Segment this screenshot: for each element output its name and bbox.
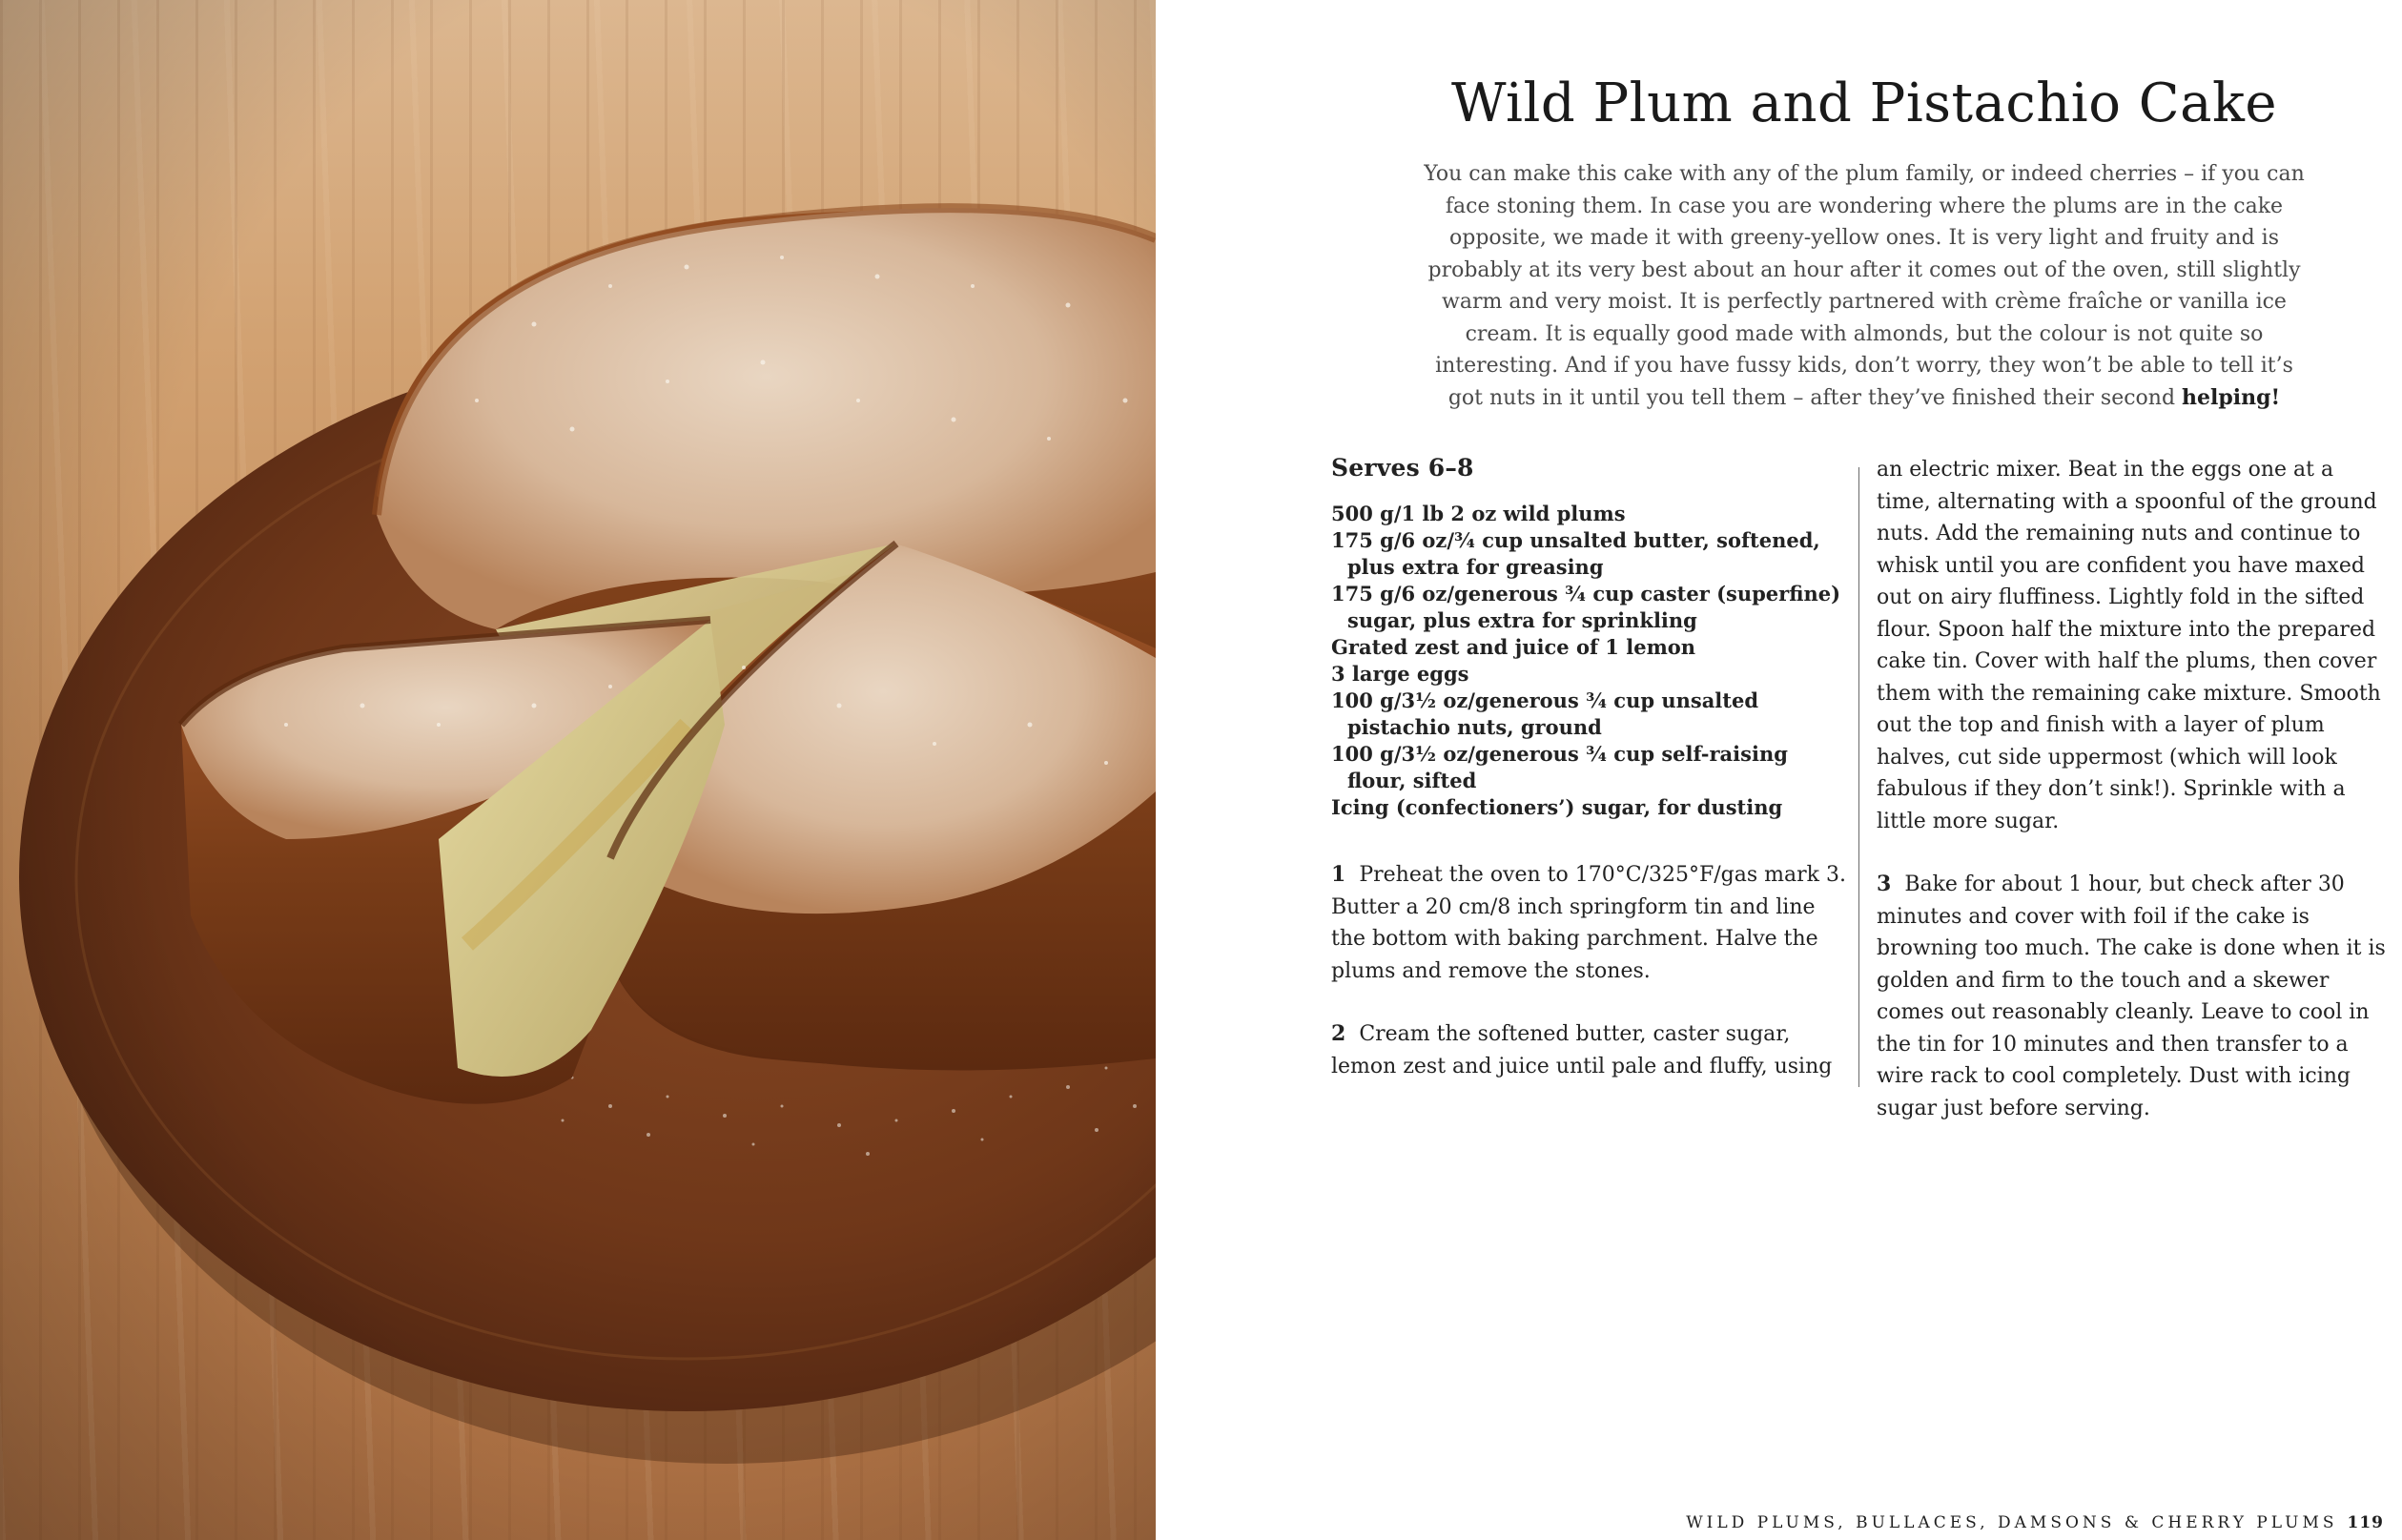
method-step-1 bbox=[1331, 859, 1846, 987]
ingredient-item: 500 g/1 lb 2 oz wild plums bbox=[1331, 502, 1626, 525]
method-steps bbox=[1331, 859, 1846, 1082]
recipe-intro bbox=[1421, 158, 2308, 414]
page-footer bbox=[1516, 1513, 2384, 1532]
ingredient-item: 175 g/6 oz/¾ cup unsalted butter, softened, plus extra for greasing bbox=[1331, 528, 1820, 579]
step-text: Bake for about 1 hour, but check after 30 minutes and cover with foil if the cake is browning too much. The cake is done when it is golden and firm to the touch and a skewer comes out reasonably cleanly. Leave to cool in the tin for 10 minutes and then transfer to a wire rack to cool completely. Dust with icing sugar just before serving. bbox=[1877, 873, 2386, 1120]
cake-photo-illustration bbox=[0, 0, 1156, 1540]
step-number: 2 bbox=[1331, 1021, 1346, 1046]
ingredient-list bbox=[1331, 501, 1846, 821]
ingredient-item: 3 large eggs bbox=[1331, 662, 1469, 686]
ingredient-item: 100 g/3½ oz/generous ¾ cup self-raising flour, sifted bbox=[1331, 742, 1788, 792]
serves: Serves 6–8 bbox=[1331, 454, 1474, 482]
intro-end: helping! bbox=[2182, 384, 2281, 410]
intro-text: You can make this cake with any of the plum family, or indeed cherries – if you can face stoning them. In case you are wondering where the plums are in the cake opposite, we made it with greeny-yellow ones. It is very light and fruity and is probably at its very best about an hour after it comes out of the oven, still slightly warm and very moist. It is perfectly partnered with crème fraîche or vanilla ice cream. It is equally good made with almonds, but the colour is not quite so interesting. And if you have fussy kids, don’t worry, they won’t be able to tell it’s got nuts in it until you tell them – after they’ve finished their second bbox=[1424, 162, 2305, 410]
recipe-title: Wild Plum and Pistachio Cake bbox=[1450, 72, 2278, 134]
cake-photo bbox=[0, 0, 1156, 1540]
ingredient-item: 100 g/3½ oz/generous ¾ cup unsalted pistachio nuts, ground bbox=[1331, 688, 1759, 739]
step-number: 3 bbox=[1877, 872, 1892, 896]
step-text: Preheat the oven to 170°C/325°F/gas mark 3. Butter a 20 cm/8 inch springform tin and line the bottom with baking parchment. Halve the plums and remove the stones. bbox=[1331, 863, 1846, 983]
ingredient-item: 175 g/6 oz/generous ¾ cup caster (superfine) sugar, plus extra for sprinkling bbox=[1331, 582, 1841, 632]
ingredient-item: Icing (confectioners’) sugar, for dusting bbox=[1331, 795, 1783, 819]
step-number: 1 bbox=[1331, 862, 1346, 887]
page-number: 119 bbox=[2347, 1513, 2384, 1532]
step-text: Cream the softened butter, caster sugar, lemon zest and juice until pale and fluffy, using bbox=[1331, 1022, 1833, 1078]
method-step-3 bbox=[1877, 869, 2392, 1124]
method-step-2 bbox=[1331, 1018, 1846, 1082]
column-divider bbox=[1858, 467, 1859, 1087]
recipe-left-column bbox=[1331, 454, 1846, 1114]
method-step-2-continued: an electric mixer. Beat in the eggs one at a time, alternating with a spoonful of the ground nuts. Add the remaining nuts and continue to whisk until you are confident you have maxed out on airy fluffiness. Lightly fold in the sifted flour. Spoon half the mixture into the prepared cake tin. Cover with half the plums, then cover them with the remaining cake mixture. Smooth out the top and finish with a layer of plum halves, cut side uppermost (which will look fabulous if they don’t sink!). Sprinkle with a little more sugar. bbox=[1877, 458, 2381, 833]
recipe-right-column bbox=[1877, 454, 2392, 1156]
ingredient-item: Grated zest and juice of 1 lemon bbox=[1331, 635, 1696, 659]
chapter-title: WILD PLUMS, BULLACES, DAMSONS & CHERRY PLUMS bbox=[1686, 1513, 2338, 1532]
